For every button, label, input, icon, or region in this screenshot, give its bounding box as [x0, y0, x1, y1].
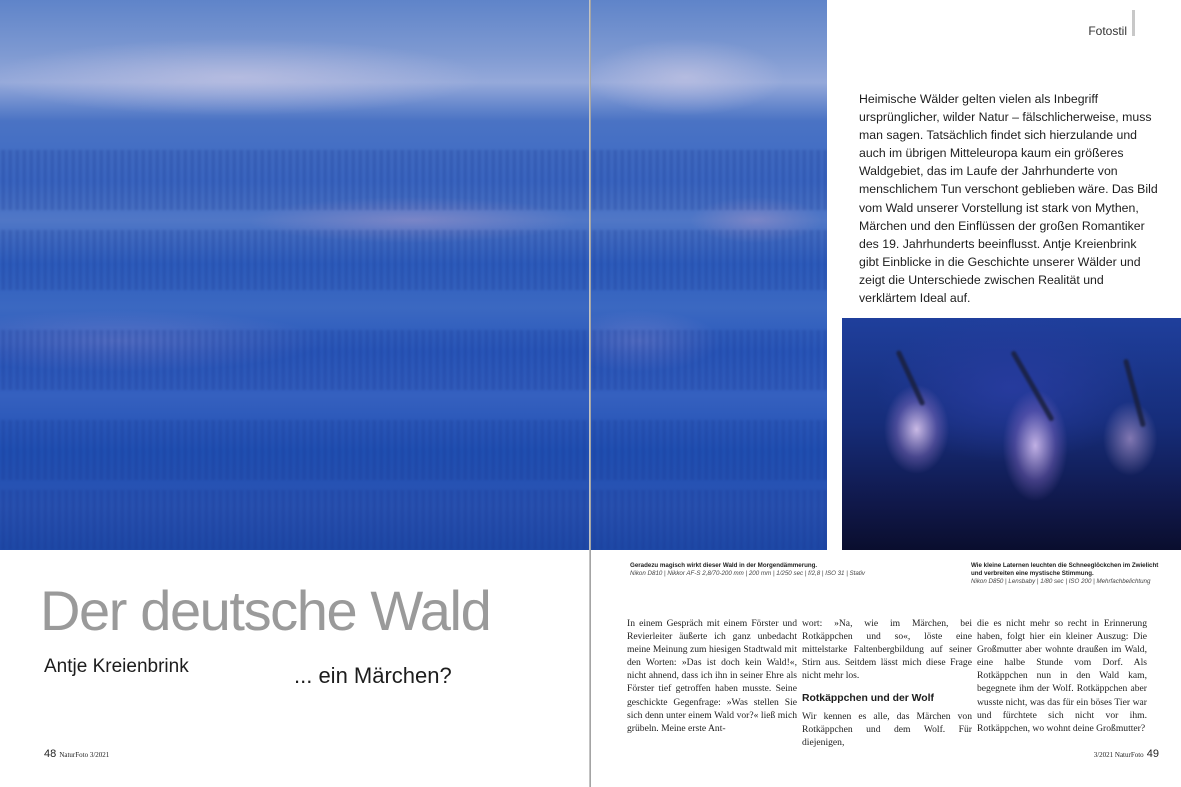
body-column-2-text-b: Wir kennen es alle, das Märchen von Rotkäppchen und dem Wolf. Für diejenigen, — [802, 710, 972, 748]
magazine-issue-left: NaturFoto 3/2021 — [59, 751, 110, 759]
treeline-texture — [591, 420, 827, 480]
body-column-1: In einem Gespräch mit einem Förster und Revierleiter äußerte ich ganz unbedacht meine Meinung zum hiesigen Stadtwald mit den Worten: »Das ist doch kein Wald!«, nicht ahnend, dass ich ihn in seiner Ehre als Förster tief getroffen haben musste. Seine geschickte Gegenfrage: »Was stellen Sie sich denn unter einem Wald vor?« ließ mich grübeln. Meine erste Ant- — [627, 618, 797, 734]
forest-photo-left — [0, 0, 590, 550]
treeline-texture — [0, 150, 590, 210]
folio-right — [1094, 748, 1159, 760]
article-headline: Der deutsche Wald — [40, 579, 491, 642]
snowdrop-stem — [1010, 350, 1054, 422]
body-column-2-text-a: wort: »Na, wie im Märchen, bei Rotkäppchen und so«, löste eine mittelstarke Faltenbergbildung auf seiner Stirn aus. Seitdem lässt mich diese Frage nicht mehr los. — [802, 618, 972, 682]
treeline-texture — [0, 490, 590, 550]
snowdrops-caption-text: Wie kleine Laternen leuchten die Schneeglöckchen im Zwielicht und verbreiten eine mystische Stimmung. — [971, 562, 1159, 577]
forest-caption — [630, 562, 890, 578]
snowdrop-stem — [1123, 359, 1146, 428]
treeline-texture — [591, 330, 827, 390]
body-column-3: die es nicht mehr so recht in Erinnerung haben, folgt hier ein kleiner Auszug: Die Großmutter aber wohnte draußen im Wald, eine halbe Stunde vom Dorf. Als Rotkäppchen nun in den Wald kam, begegnete ihm der Wolf. Rotkäppchen aber wusste nicht, was das für ein böses Tier war und fürchtete sich nicht vor ihm. Rotkäppchen, wo wohnt deine Großmutter? — [977, 618, 1147, 734]
article-subtitle: ... ein Märchen? — [294, 663, 452, 688]
intro-paragraph: Heimische Wälder gelten vielen als Inbegriff ursprünglicher, wilder Natur – fälschlicherweise, muss man sagen. Tatsächlich findet sich hierzulande und auch im übrigen Mitteleuropa kaum ein größeres Waldgebiet, das im Laufe der Jahrhunderte von menschlichem Tun verschont geblieben wäre. Das Bild vom Wald unserer Vorstellung ist stark von Mythen, Märchen und den Einflüssen der großen Romantiker des 19. Jahrhunderts beeinflusst. Antje Kreienbrink gibt Einblicke in die Geschichte unserer Wälder und zeigt die Unterschiede zwischen Realität und verklärtem Ideal auf. — [859, 92, 1158, 306]
author-name: Antje Kreienbrink — [44, 656, 189, 677]
body-column-2 — [802, 617, 972, 749]
magazine-issue-right: 3/2021 NaturFoto — [1093, 751, 1144, 759]
section-tag-bar — [1132, 10, 1135, 36]
page-number-left: 48 — [44, 748, 57, 760]
folio-left — [44, 748, 109, 760]
subheading: Rotkäppchen und der Wolf — [802, 693, 934, 705]
left-page — [0, 0, 590, 787]
forest-caption-exif: Nikon D810 | Nikkor AF-S 2,8/70-200 mm | 200 mm | 1/250 sec | f/2,8 | ISO 31 | Stativ — [630, 570, 866, 577]
snowdrop-stem — [896, 350, 926, 406]
treeline-texture — [0, 420, 590, 480]
forest-photo-right — [591, 0, 827, 550]
snowdrops-caption-exif: Nikon D850 | Lensbaby | 1/80 sec | ISO 200 | Mehrfachbelichtung — [971, 578, 1151, 585]
treeline-texture — [591, 490, 827, 550]
treeline-texture — [0, 230, 590, 290]
snowdrops-photo — [842, 318, 1181, 550]
treeline-texture — [591, 150, 827, 210]
forest-caption-text: Geradezu magisch wirkt dieser Wald in der Morgendämmerung. — [630, 562, 818, 569]
page-number-right: 49 — [1146, 748, 1159, 760]
snowdrops-caption — [971, 562, 1171, 586]
section-tag: Fotostil — [1088, 24, 1127, 38]
treeline-texture — [0, 330, 590, 390]
treeline-texture — [591, 230, 827, 290]
